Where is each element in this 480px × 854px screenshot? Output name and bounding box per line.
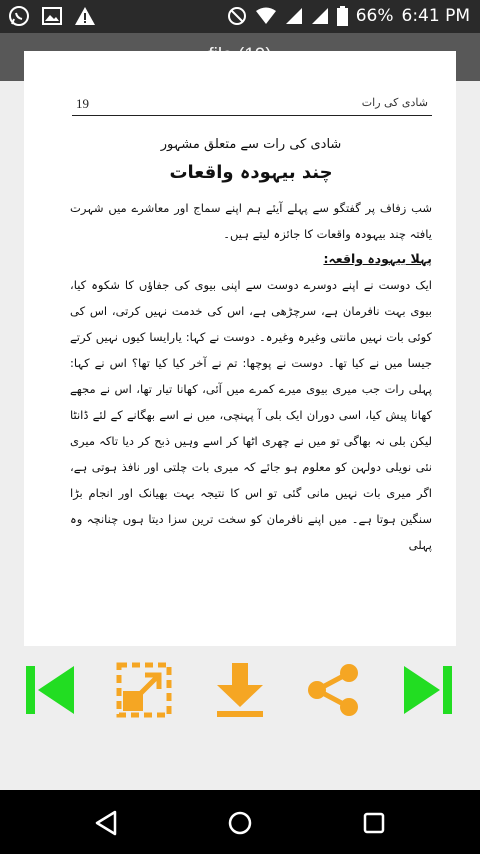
fit-screen-icon bbox=[115, 661, 173, 719]
home-icon bbox=[227, 810, 253, 836]
document-page[interactable] bbox=[24, 51, 456, 646]
bottom-toolbar bbox=[0, 646, 480, 790]
signal-icon bbox=[285, 7, 303, 25]
first-page-button[interactable] bbox=[20, 660, 80, 720]
home-button[interactable] bbox=[220, 806, 260, 840]
download-icon bbox=[211, 661, 269, 719]
navigation-bar bbox=[0, 790, 480, 854]
back-icon bbox=[94, 810, 118, 836]
body-paragraph: ایک دوست نے اپنے دوسرے دوست سے اپنی بیوی کی جفاؤں کا شکوہ کیا، بیوی بہت نافرمان ہے، سرچڑھی ہے، اس کی خدمت نہیں کرتی، اس کی کوئی بات نہیں مانتی وغیرہ وغیرہ۔ دوست نے کہا: یارایسا کیوں نہیں کرتے جیسا میں نے کیا تھا۔ دوست نے پوچھا: تم نے آخر کیا کیا تھا؟ اس نے کہا: پہلی رات جب میری بیوی میرے کمرے میں آئی، کھانا تیار تھا، اس نے مجھے کھانا پیش کیا، اسی دوران ایک بلی آ پہنچی، میں نے اسے بھگانے کے لئے ڈانٹا لیکن بلی نہ بھاگی تو میں نے چھری اٹھا کر اسے وہیں ذبح کر دیا تاکہ میری نئی نویلی دولہن کو معلوم ہو جائے کہ میری بات چلتی اور نافذ ہوتی ہے، اگر میری بات نہیں مانی گئی تو اس کا نتیجہ بہت بھیانک اور انجام بڑا سنگین ہوتا ہے۔ میں اپنے نافرمان کو سخت ترین سزا دیتا ہوں چنانچہ وہ پہلی bbox=[70, 278, 432, 552]
clock: 6:41 PM bbox=[401, 6, 470, 26]
signal-icon-2 bbox=[311, 7, 329, 25]
page-header bbox=[72, 94, 432, 116]
do-not-disturb-icon bbox=[227, 6, 247, 26]
recents-icon bbox=[362, 811, 386, 835]
battery-level: 66% bbox=[355, 6, 394, 26]
page-subtitle: شادی کی رات سے متعلق مشہور bbox=[160, 137, 342, 152]
page-number: 19 bbox=[76, 96, 89, 111]
running-title: شادی کی رات bbox=[361, 96, 428, 109]
intro-paragraph: شب زفاف پر گفتگو سے پہلے آیئے ہم اپنے سماج اور معاشرے میں شہرت یافتہ چند بیہودہ واقعات کا جائزہ لیتے ہیں۔ bbox=[70, 201, 432, 241]
document-viewer[interactable] bbox=[0, 81, 480, 646]
download-button[interactable] bbox=[210, 660, 270, 720]
status-indicators bbox=[227, 4, 470, 28]
page-body bbox=[70, 137, 432, 558]
battery-icon bbox=[337, 6, 348, 26]
skip-next-icon bbox=[400, 662, 456, 718]
share-button[interactable] bbox=[304, 660, 364, 720]
back-button[interactable] bbox=[86, 806, 126, 840]
notification-icons bbox=[8, 5, 96, 27]
image-icon bbox=[42, 6, 62, 26]
page-heading: چند بیہودہ واقعات bbox=[169, 162, 333, 183]
recents-button[interactable] bbox=[354, 806, 394, 840]
section-title: پہلا بیہودہ واقعہ: bbox=[323, 251, 432, 266]
status-bar bbox=[0, 0, 480, 33]
fit-screen-button[interactable] bbox=[114, 660, 174, 720]
whatsapp-icon bbox=[8, 5, 30, 27]
wifi-icon bbox=[255, 7, 277, 25]
last-page-button[interactable] bbox=[398, 660, 458, 720]
share-icon bbox=[305, 661, 363, 719]
warning-icon bbox=[74, 5, 96, 27]
skip-previous-icon bbox=[22, 662, 78, 718]
